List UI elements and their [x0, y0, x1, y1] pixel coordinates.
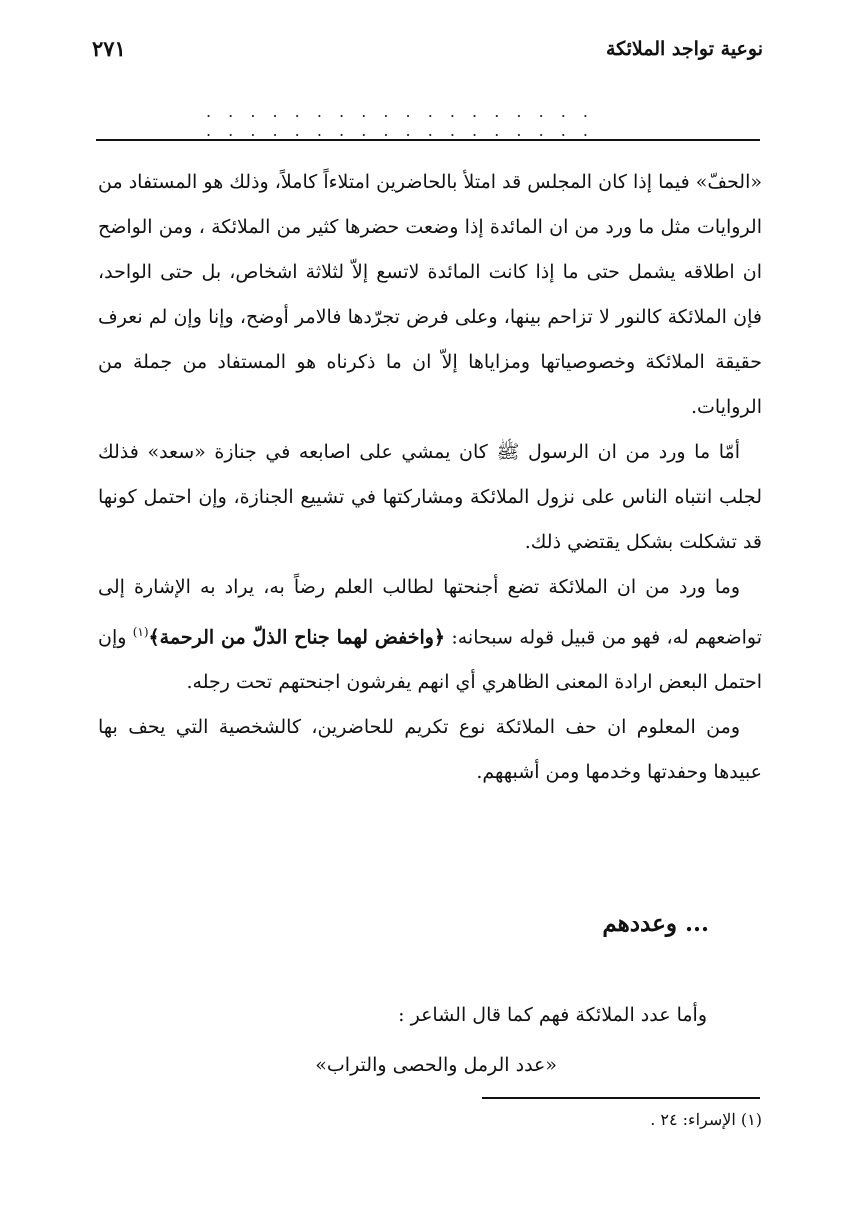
paragraph-3-after: وإن احتمل البعض ارادة المعنى الظاهري أي انهم يفرشون اجنحتهم تحت رجله. — [98, 626, 762, 694]
paragraph-2: أمّا ما ورد من ان الرسول ﷺ كان يمشي على اصابعه في جنازة «سعد» فذلك لجلب انتباه الناس على نزول الملائكة ومشاركتها في تشييع الجنازة، وإن احتمل كونها قد تشكلت بشكل يقتضي ذلك. — [98, 441, 762, 553]
paragraph-3-before: وما ورد من ان الملائكة تضع أجنحتها لطالب العلم رضاً به، يراد به الإشارة إلى تواضعهم له، فهو من قبيل قوله سبحانه: — [98, 576, 762, 649]
quran-verse: ﴿واخفض لهما جناح الذلّ من الرحمة﴾ — [148, 626, 446, 649]
closing-line: وأما عدد الملائكة فهم كما قال الشاعر : — [398, 1004, 707, 1026]
verse-line: «عدد الرمل والحصى والتراب» — [315, 1054, 557, 1076]
paragraph-1: «الحفّ» فيما إذا كان المجلس قد امتلأ بالحاضرين امتلاءاً كاملاً، وذلك هو المستفاد من الروايات مثل ما ورد من ان المائدة إذا وضعت حضرها كثير من الملائكة ، ومن الواضح ان اطلاقه يشمل حتى ما إذا كانت المائدة لاتسع إلاّ لثلاثة اشخاص، بل حتى الواحد، فإن الملائكة كالنور لا تزاحم بينها، وعلى فرض تجرّدها فالامر أوضح، وإنا وإن لم نعرف حقيقة الملائكة وخصوصياتها ومزاياها إلاّ ان ما ذكرناه هو المستفاد من جملة من الروايات. — [98, 171, 762, 418]
paragraph-4: ومن المعلوم ان حف الملائكة نوع تكريم للحاضرين، كالشخصية التي يحف بها عبيدها وحفدتها وخدمها ومن أشبههم. — [98, 716, 762, 784]
footnote-rule — [482, 1097, 760, 1099]
top-rule — [96, 139, 760, 141]
separator-dots: . . . . . . . . . . . . . . . . . . . . . . . . . . . . . . . . . . . . — [205, 102, 594, 140]
footnote-marker: (١) — [132, 625, 149, 639]
running-title: نوعية تواجد الملائكة — [605, 38, 763, 60]
footnote: (١) الإسراء: ٢٤ . — [650, 1110, 762, 1129]
section-heading: ... وعددهم — [602, 910, 709, 937]
body-text — [98, 160, 762, 795]
paragraph-3 — [98, 565, 762, 705]
page-number: ٢٧١ — [92, 36, 126, 61]
